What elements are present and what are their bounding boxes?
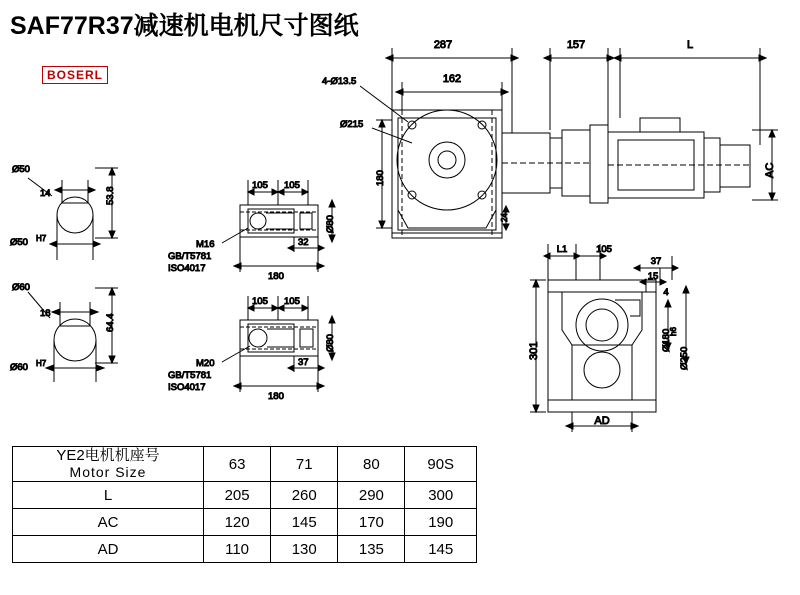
table-cell-ac-63: 120 — [204, 509, 271, 536]
label-dim-157: 157 — [566, 39, 586, 51]
table-header-row — [13, 447, 477, 482]
label-dim-4: 4 — [663, 287, 669, 298]
label-thread-m16: M16 — [196, 239, 215, 250]
label-std-gbt5781-top: GB/T5781 — [168, 251, 212, 262]
table-cell-l-63: 205 — [204, 482, 271, 509]
table-header-size-3: 90S — [405, 447, 477, 482]
table-row-label-ad: AD — [13, 536, 204, 563]
motor-size-table — [12, 446, 477, 563]
label-key-width-14: 14 — [40, 188, 51, 199]
label-dia-180: Ø180 — [661, 328, 672, 352]
label-dim-105-b-bottom: 105 — [284, 296, 300, 307]
table-cell-l-80: 290 — [338, 482, 405, 509]
label-dim-32: 32 — [298, 237, 309, 248]
table-cell-ac-90s: 190 — [405, 509, 477, 536]
brand-logo: BOSERL — [42, 66, 108, 84]
label-dim-37-bottom: 37 — [298, 357, 309, 368]
label-dim-24: 24 — [500, 213, 509, 222]
label-std-iso4017-top: ISO4017 — [168, 263, 206, 274]
label-dim-162: 162 — [442, 73, 462, 85]
label-dia-215: Ø215 — [340, 119, 364, 130]
label-dim-180-bottom: 180 — [268, 391, 284, 402]
page-title: SAF77R37减速机电机尺寸图纸 — [10, 12, 359, 40]
label-dim-ac: AC — [764, 162, 776, 178]
table-row — [13, 482, 477, 509]
table-cell-l-71: 260 — [271, 482, 338, 509]
label-bore-50-h7-sup: H7 — [36, 234, 47, 243]
label-dim-180-top: 180 — [268, 271, 284, 282]
label-bolt-note: 4-Ø13.5 — [322, 76, 357, 87]
table-row — [13, 509, 477, 536]
label-dim-287: 287 — [433, 39, 453, 51]
main-assembly-view — [360, 48, 778, 238]
label-bore-60-h7: Ø60 — [10, 362, 28, 373]
table-cell-ac-71: 145 — [271, 509, 338, 536]
label-dim-l1: L1 — [556, 244, 568, 255]
label-dim-105-b-top: 105 — [284, 180, 300, 191]
label-dim-ad: AD — [594, 415, 610, 427]
label-dim-180-main: 180 — [375, 170, 386, 186]
table-row-label-ac: AC — [13, 509, 204, 536]
table-row-label-l: L — [13, 482, 204, 509]
table-header-size-1: 71 — [271, 447, 338, 482]
label-dim-motor-length-L: L — [686, 39, 694, 51]
table-cell-ad-90s: 145 — [405, 536, 477, 563]
table-cell-ad-80: 135 — [338, 536, 405, 563]
label-thread-m20: M20 — [196, 358, 215, 369]
label-dia-80-bottom: Ø80 — [325, 334, 336, 352]
label-dim-301: 301 — [528, 341, 540, 360]
label-std-gbt5781-bottom: GB/T5781 — [168, 370, 212, 381]
label-dim-105-bottom-view: 105 — [596, 244, 612, 255]
label-key-width-18: 18 — [40, 308, 51, 319]
table-header-label — [13, 447, 204, 482]
label-dim-105-a-top: 105 — [252, 180, 268, 191]
label-dim-15: 15 — [647, 271, 659, 282]
shaft-bore-view-50 — [28, 168, 118, 260]
label-dia-250: Ø250 — [679, 346, 690, 370]
table-cell-ad-63: 110 — [204, 536, 271, 563]
label-bore-60: Ø60 — [12, 282, 30, 293]
label-dim-105-a-bottom: 105 — [252, 296, 268, 307]
hollow-shaft-view-m16 — [222, 180, 335, 272]
table-cell-ad-71: 130 — [271, 536, 338, 563]
hollow-shaft-view-m20 — [222, 296, 335, 392]
label-bore-50-h7: Ø50 — [10, 237, 28, 248]
label-dia-180-sup: h6 — [669, 327, 678, 336]
label-height-64-4: 64.4 — [105, 313, 116, 332]
table-header-label-en: Motor Size — [69, 464, 147, 480]
table-header-label-cn: YE2电机机座号 — [56, 447, 160, 464]
label-dim-37-bottom-view: 37 — [650, 256, 662, 267]
table-cell-l-90s: 300 — [405, 482, 477, 509]
table-header-size-2: 80 — [338, 447, 405, 482]
table-row — [13, 536, 477, 563]
label-bore-50: Ø50 — [12, 164, 30, 175]
label-std-iso4017-bottom: ISO4017 — [168, 382, 206, 393]
label-dia-80-top: Ø80 — [325, 215, 336, 233]
label-bore-60-h7-sup: H7 — [36, 359, 47, 368]
table-cell-ac-80: 170 — [338, 509, 405, 536]
label-height-53-8: 53.8 — [105, 186, 116, 205]
table-header-size-0: 63 — [204, 447, 271, 482]
